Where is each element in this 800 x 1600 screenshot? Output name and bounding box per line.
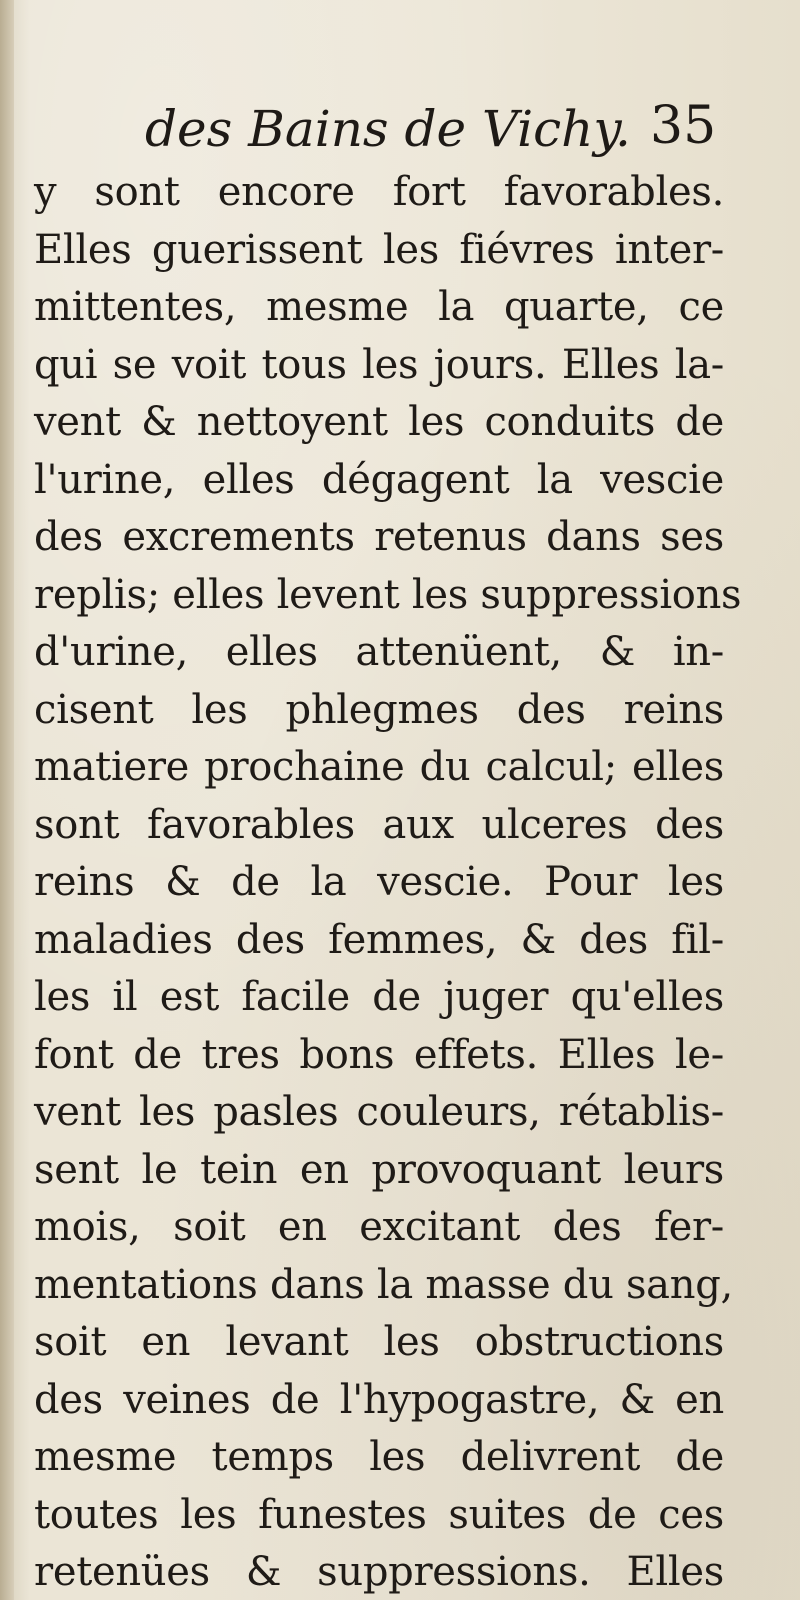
- page-header: [0, 90, 800, 170]
- page-number: 35: [650, 96, 717, 156]
- text-line: Elles guerissent les fiévres inter-: [34, 226, 724, 273]
- text-line: matiere prochaine du calcul; elles: [34, 744, 724, 790]
- text-line: toutes les funestes suites de ces: [34, 1491, 724, 1538]
- text-line: reins & de la vescie. Pour les: [34, 859, 724, 905]
- text-line: retenües & suppressions. Elles: [34, 1549, 724, 1595]
- text-line: cisent les phlegmes des reins: [34, 686, 724, 733]
- text-line: des veines de l'hypogastre, & en: [34, 1376, 724, 1423]
- text-line: vent les pasles couleurs, rétablis-: [34, 1089, 724, 1135]
- text-line: qui se voit tous les jours. Elles la-: [34, 341, 724, 388]
- text-line: font de tres bons effets. Elles le-: [34, 1031, 724, 1078]
- text-line: sont favorables aux ulceres des: [34, 801, 724, 848]
- text-line: mittentes, mesme la quarte, ce: [34, 284, 724, 330]
- text-line: mois, soit en excitant des fer-: [34, 1204, 724, 1250]
- text-line: soit en levant les obstructions: [34, 1319, 724, 1365]
- text-line: vent & nettoyent les conduits de: [34, 399, 724, 445]
- text-line: mentations dans la masse du sang,: [34, 1261, 733, 1308]
- text-line: des excrements retenus dans ses: [34, 514, 724, 560]
- text-line: les il est facile de juger qu'elles: [34, 974, 724, 1020]
- text-line: maladies des femmes, & des fil-: [34, 916, 724, 963]
- text-line: l'urine, elles dégagent la vescie: [34, 456, 724, 503]
- running-title: des Bains de Vichy.: [145, 100, 631, 158]
- text-line: mesme temps les delivrent de: [34, 1434, 724, 1480]
- text-line: y sont encore fort favorables.: [34, 169, 724, 215]
- body-text: [34, 164, 742, 1600]
- text-line: d'urine, elles attenüent, & in-: [34, 629, 724, 675]
- page-gutter: [0, 0, 14, 1600]
- text-line: replis; elles levent les suppressions: [34, 571, 742, 618]
- text-line: sent le tein en provoquant leurs: [34, 1146, 724, 1193]
